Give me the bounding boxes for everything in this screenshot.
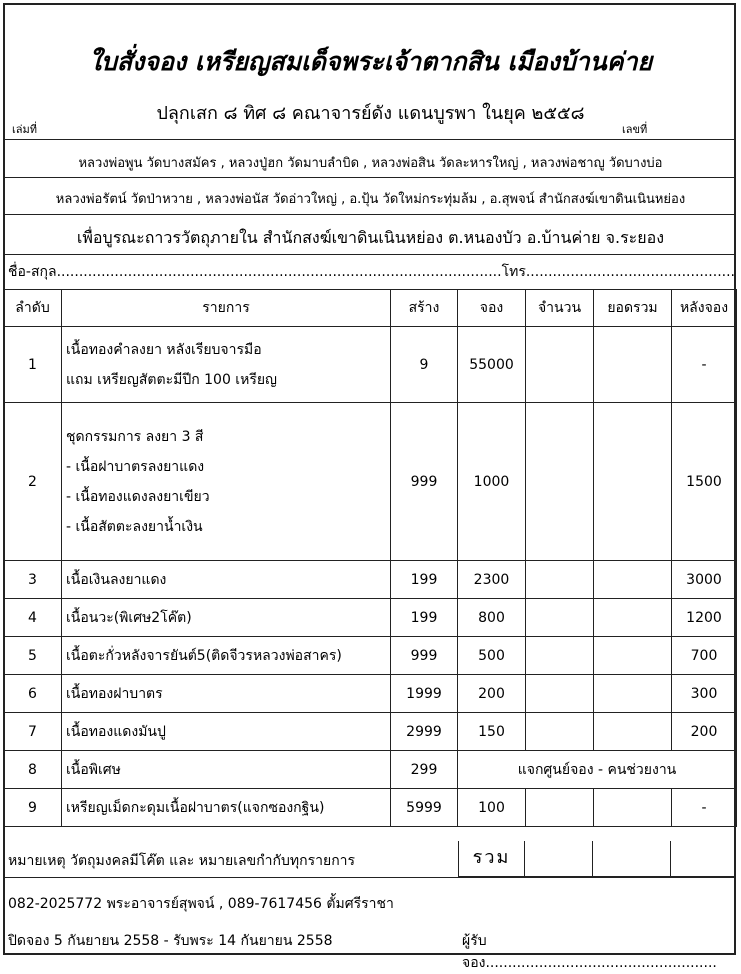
row-total[interactable] <box>594 713 672 751</box>
row-number: 8 <box>4 751 62 789</box>
row-price: 100 <box>458 789 526 827</box>
row-price: 200 <box>458 675 526 713</box>
row-price: 2300 <box>458 561 526 599</box>
row-item: เนื้อพิเศษ <box>62 751 391 789</box>
item-line: แถม เหรียญสัตตะมีปีก 100 เหรียญ <box>66 371 277 388</box>
row-total[interactable] <box>594 327 672 403</box>
item-line: เนื้อทองคำลงยา หลังเรียบจารมือ <box>66 341 262 358</box>
row-item <box>62 327 391 403</box>
row-after: 300 <box>672 675 737 713</box>
row-qty[interactable] <box>526 599 594 637</box>
row-item <box>62 561 391 599</box>
row-made: 299 <box>391 751 458 789</box>
row-made: 199 <box>391 561 458 599</box>
divider <box>3 254 736 255</box>
row-after: 3000 <box>672 561 737 599</box>
row-qty[interactable] <box>526 789 594 827</box>
table-row <box>4 327 737 403</box>
row-after: 700 <box>672 637 737 675</box>
total-label: รวม <box>458 841 525 877</box>
row-total[interactable] <box>594 599 672 637</box>
row-item <box>62 675 391 713</box>
table-row <box>4 599 737 637</box>
divider <box>3 877 736 878</box>
remark: หมายเหตุ วัตถุมงคลมีโค๊ต และ หมายเลขกำกับทุกรายการ <box>8 853 356 869</box>
row-number: 9 <box>4 789 62 827</box>
row-total[interactable] <box>594 561 672 599</box>
monks-line-1: หลวงพ่อพูน วัดบางสมัคร , หลวงปู่ฮก วัดมาบลำบิด , หลวงพ่อสิน วัดละหารใหญ่ , หลวงพ่อชาญู วัดบางบ่อ <box>78 156 663 171</box>
book-number-label: เล่มที่ <box>12 123 38 136</box>
row-item <box>62 637 391 675</box>
row-qty[interactable] <box>526 675 594 713</box>
row-item <box>62 713 391 751</box>
row-price: 150 <box>458 713 526 751</box>
row-price: 800 <box>458 599 526 637</box>
item-line: - เนื้อฝาบาตรลงยาแดง <box>66 458 205 475</box>
item-line: เนื้อเงินลงยาแดง <box>66 571 167 588</box>
row-price: 55000 <box>458 327 526 403</box>
row-after: 1200 <box>672 599 737 637</box>
row-after: - <box>672 789 737 827</box>
row-number: 3 <box>4 561 62 599</box>
row-made: 999 <box>391 403 458 561</box>
row-made: 5999 <box>391 789 458 827</box>
order-table <box>3 289 737 827</box>
name-phone-field[interactable]: ชื่อ-สกุล....................................................................................................โทร............................................... <box>8 264 736 280</box>
row-total[interactable] <box>594 403 672 561</box>
row-number: 7 <box>4 713 62 751</box>
row-item <box>62 789 391 827</box>
header-made: สร้าง <box>391 290 458 327</box>
row-qty[interactable] <box>526 637 594 675</box>
row-price: 1000 <box>458 403 526 561</box>
item-line: เนื้อทองฝาบาตร <box>66 685 163 702</box>
row-qty[interactable] <box>526 403 594 561</box>
item-line: เนื้อทองแดงมันปู <box>66 723 166 740</box>
row-qty[interactable] <box>526 713 594 751</box>
row-qty[interactable] <box>526 327 594 403</box>
row-number: 6 <box>4 675 62 713</box>
row-special-note: แจกศูนย์จอง - คนช่วยงาน <box>458 751 737 789</box>
table-row <box>4 675 737 713</box>
receiver-field[interactable]: ผู้รับจอง.................................................... <box>462 933 717 971</box>
divider <box>3 139 736 140</box>
row-made: 199 <box>391 599 458 637</box>
table-row-special <box>4 751 737 789</box>
divider <box>3 177 736 178</box>
row-price: 500 <box>458 637 526 675</box>
header-price: จอง <box>458 290 526 327</box>
item-line: - เนื้อทองแดงลงยาเขียว <box>66 488 210 505</box>
number-label: เลขที่ <box>622 123 648 136</box>
contact-phones: 082-2025772 พระอาจารย์สุพจน์ , 089-7617456 ตั้มศรีราชา <box>8 896 394 912</box>
row-number: 1 <box>4 327 62 403</box>
item-line: เนื้อตะกั่วหลังจารยันต์5(ติดจีวรหลวงพ่อสาคร) <box>66 647 342 664</box>
booking-dates: ปิดจอง 5 กันยายน 2558 - รับพระ 14 กันยายน 2558 <box>8 933 333 949</box>
table-header-row <box>4 290 737 327</box>
total-sum-cell[interactable] <box>593 841 671 877</box>
item-line: เหรียญเม็ดกะดุมเนื้อฝาบาตร(แจกซองกฐิน) <box>66 799 325 816</box>
header-after: หลังจอง <box>672 290 737 327</box>
form-subtitle: ปลุกเสก ๘ ทิศ ๘ คณาจารย์ดัง แดนบูรพา ในยุค ๒๕๕๘ <box>156 103 585 124</box>
row-total[interactable] <box>594 789 672 827</box>
item-line: เนื้อนวะ(พิเศษ2โค๊ต) <box>66 609 192 626</box>
table-row <box>4 561 737 599</box>
table-row <box>4 637 737 675</box>
row-item <box>62 599 391 637</box>
header-total: ยอดรวม <box>594 290 672 327</box>
row-number: 5 <box>4 637 62 675</box>
table-row <box>4 713 737 751</box>
table-row <box>4 403 737 561</box>
purpose-text: เพื่อบูรณะถาวรวัตถุภายใน สำนักสงฆ์เขาดินเนินหย่อง ต.หนองบัว อ.บ้านค่าย จ.ระยอง <box>76 228 665 247</box>
row-after: - <box>672 327 737 403</box>
row-made: 999 <box>391 637 458 675</box>
header-qty: จำนวน <box>526 290 594 327</box>
row-number: 2 <box>4 403 62 561</box>
row-total[interactable] <box>594 675 672 713</box>
row-made: 2999 <box>391 713 458 751</box>
monks-line-2: หลวงพ่อรัตน์ วัดป่าหวาย , หลวงพ่อนัส วัดอ่าวใหญ่ , อ.ปุ้น วัดใหม่กระทุ่มล้ม , อ.สุพจน์ สำนักสงฆ์เขาดินเนินหย่อง <box>55 192 686 207</box>
row-number: 4 <box>4 599 62 637</box>
table-row <box>4 789 737 827</box>
row-made: 1999 <box>391 675 458 713</box>
row-item <box>62 403 391 561</box>
header-no: ลำดับ <box>4 290 62 327</box>
item-line: - เนื้อสัตตะลงยาน้ำเงิน <box>66 518 203 535</box>
row-after: 1500 <box>672 403 737 561</box>
divider <box>3 214 736 215</box>
row-after: 200 <box>672 713 737 751</box>
header-item: รายการ <box>62 290 391 327</box>
row-qty[interactable] <box>526 561 594 599</box>
form-title: ใบสั่งจอง เหรียญสมเด็จพระเจ้าตากสิน เมืองบ้านค่าย <box>88 47 653 76</box>
total-qty-cell[interactable] <box>525 841 593 877</box>
row-made: 9 <box>391 327 458 403</box>
item-line: ชุดกรรมการ ลงยา 3 สี <box>66 428 204 445</box>
total-after-cell[interactable] <box>671 841 736 877</box>
row-total[interactable] <box>594 637 672 675</box>
